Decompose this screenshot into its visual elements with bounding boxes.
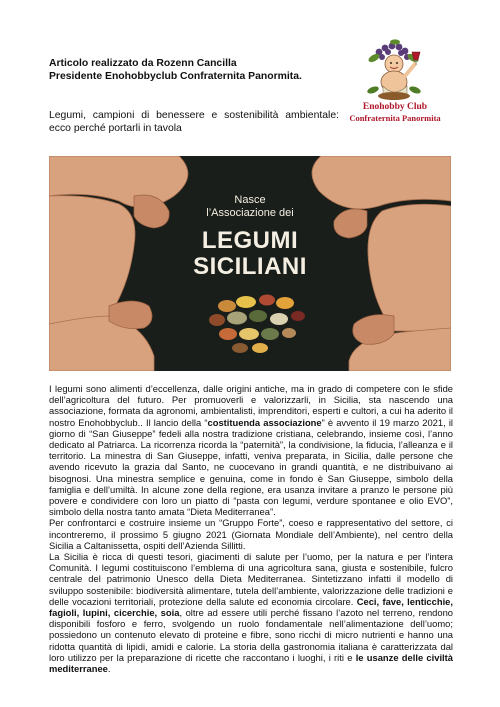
enohobby-club-logo [345, 38, 445, 130]
bacchus-logo-icon [345, 38, 445, 102]
article-paragraph-2: Per confrontarci e costruire insieme un “Gruppo Forte”, coeso e rappresentativo del settore, ci incontreremo, il prossimo 5 giugno 2021 (Giornata Mondiale dell’Ambiente), nel centro della Sicilia a Caltanissetta, ospiti dell’Azienda Sillitti. [49, 517, 453, 551]
paragraph-1-text: I legumi sono alimenti d’eccellenza, dalle origini antiche, ma in grado di competere con le sfide dell’agricoltura del futuro. Per promuoverli e valorizzarli, in Sicilia, sta nascendo una associazione, formata da agronomi, ambientalisti, imprenditori, esperti e cultori, a cui ha aderito il nostro Enohobbyclub.. Il lancio della “ [49, 383, 453, 428]
author-role-line: Presidente Enohobbyclub Confraternita Panormita. [49, 71, 302, 82]
paragraph-1-bold: costituenda associazione [207, 416, 322, 428]
hero-title-legumi: LEGUMI [201, 227, 299, 254]
hero-line-nasce: Nasce [234, 194, 266, 206]
author-line: Articolo realizzato da Rozenn Cancilla [49, 58, 237, 69]
paragraph-3-bold-legumes: Ceci, fave, lenticchie, fagioli, lupini, cicerchie, soia [49, 595, 453, 619]
paragraph-3-end: . [107, 663, 111, 675]
hero-line-associazione: l’Associazione dei [206, 207, 294, 219]
hero-image [49, 156, 451, 371]
article-paragraph-1 [49, 383, 453, 517]
article-paragraph-3 [49, 551, 453, 674]
paragraph-3-text: La Sicilia è ricca di questi tesori, giacimenti di salute per l’uomo, per la natura e per l’intera Comunità. I legumi costituiscono l’emblema di una agricoltura sana, giusta e sostenibile, fulcro centrale del patrimonio Unesco della Dieta Mediterranea. Sintetizzano infatti il modello di sviluppo sostenibile: biodiversità alimentare, tutela dell’ambiente, valorizzazione delle tradizioni e delle vocazioni territoriali, protezione della salute ed economia circolare. [49, 551, 453, 607]
logo-subname: Confraternita Panormita [349, 113, 441, 123]
paragraph-1-rest: ” è avvento il 19 marzo 2021, il giorno di “San Giuseppe” fedeli alla nostra tradizione cristiana, celebrando, insieme così, l’anno dedicato al Patriarca. La ricorrenza ricorda la “paternità”, la condivisione, la fiducia, l’alleanza e il territorio. La minestra di San Giuseppe, infatti, veniva preparata, in Sicilia, dalle persone che avendo ricevuto la grazia dal Santo, ne cuocevano in grandi quantità, e ne distribuivano ai bisognosi. Una minestra semplice e genuina, come in fondo è San Giuseppe, simbolo della famiglia e dell’umiltà. In alcune zone della regione, era usanza invitare a pranzo le persone più povere e condividere con loro un piatto di “pasta con legumi, verdure spontanee e olio EVO”, simbolo della nostra tanto amata “Dieta Mediterranea”. [49, 416, 454, 518]
paragraph-3-rest: , oltre ad essere utili perché fissano l’azoto nel terreno, rendono disponibili fosforo e ferro, svolgendo un ruolo fondamentale nell’alimentazione dell’uomo; possiedono un contenuto elevato di proteine e fibre, sono ricchi di micro nutrienti e hanno una ridotta quantità di lipidi, amidi e calorie. La storia della gastronomia italiana è caratterizzata dal loro utilizzo per la preparazione di ricette che raccontano i luoghi, i riti e [49, 607, 454, 663]
article-subtitle: Legumi, campioni di benessere e sostenibilità ambientale: ecco perché portarli in tavola [49, 110, 339, 134]
author-block [49, 57, 349, 83]
hero-title-siciliani: SICILIANI [193, 253, 307, 280]
logo-name: Enohobby Club [362, 102, 428, 112]
article-body [49, 383, 453, 674]
paragraph-3-bold-end: le usanze delle civiltà mediterranee [49, 651, 453, 675]
